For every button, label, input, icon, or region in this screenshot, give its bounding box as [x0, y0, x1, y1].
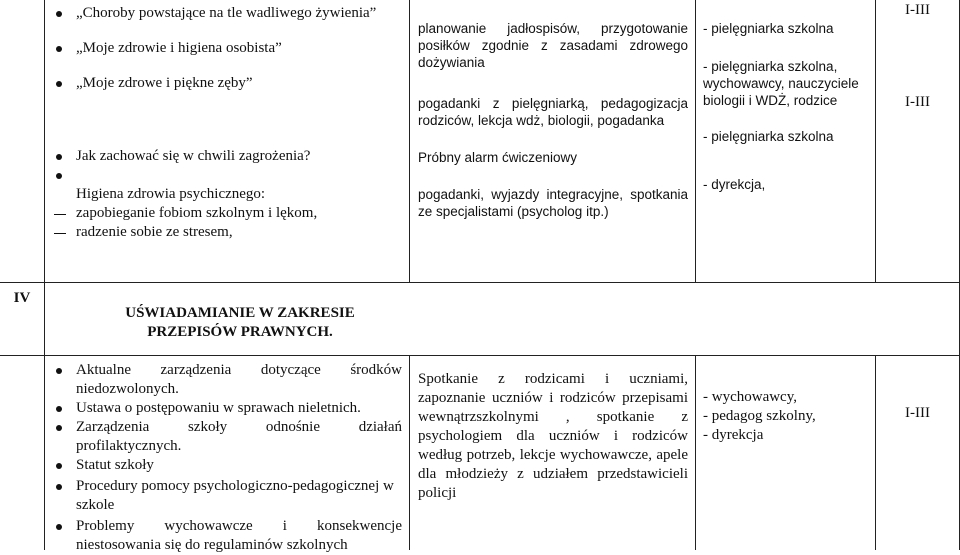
- section-heading: UŚWIADAMIANIE W ZAKRESIE PRZEPISÓW PRAWNYCH.: [125, 305, 355, 340]
- bullet-icon: [56, 154, 62, 160]
- dash-item: radzenie sobie ze stresem,: [52, 223, 402, 242]
- responsible-entry: - dyrekcja: [703, 427, 764, 443]
- row1-classes-cell: [876, 1, 959, 112]
- bullet-icon: [56, 81, 62, 87]
- dash-item: zapobieganie fobiom szkolnym i lękom,: [52, 204, 402, 223]
- row1-topics-cell: [52, 4, 402, 242]
- section-number: IV: [13, 290, 31, 306]
- responsible-entry: - pedagog szkolny,: [703, 408, 816, 424]
- grid-line: [875, 355, 876, 550]
- row3-responsible-cell: [703, 388, 869, 445]
- bullet-icon: [56, 11, 62, 17]
- list-item: Aktualne zarządzenia dotyczące środków niedozwolonych.: [52, 361, 402, 399]
- method-paragraph: Próbny alarm ćwiczeniowy: [418, 150, 578, 165]
- list-item: Statut szkoły: [52, 456, 402, 475]
- list-item: Jak zachować się w chwili zagrożenia?: [52, 147, 402, 166]
- row3-methods-cell: Spotkanie z rodzicami i uczniami, zapoznanie uczniów i rodziców przepisami wewnątrzszkolnymi , spotkanie z psychologiem dla uczniów i rodziców według potrzeb, lekcje wychowawcze, apele dla młodzieży z udziałem przedstawicieli policji: [418, 371, 688, 501]
- dash-icon: [54, 214, 66, 215]
- bullet-icon: [56, 524, 62, 530]
- grid-line: [409, 0, 410, 282]
- grid-line: [695, 355, 696, 550]
- list-item: Procedury pomocy psychologiczno-pedagogicznej w szkole: [52, 477, 402, 515]
- list-item: Ustawa o postępowaniu w sprawach nieletnich.: [52, 399, 402, 418]
- bullet-icon: [56, 484, 62, 490]
- list-item: Zarządzenia szkoły odnośnie działań profilaktycznych.: [52, 418, 402, 456]
- method-paragraph: planowanie jadłospisów, przygotowanie posiłków zgodnie z zasadami zdrowego dożywiania: [418, 21, 688, 70]
- method-paragraph: pogadanki, wyjazdy integracyjne, spotkania ze specjalistami (psycholog itp.): [418, 187, 688, 219]
- bullet-icon: [56, 406, 62, 412]
- responsible-entry: - wychowawcy,: [703, 389, 797, 405]
- grid-line: [409, 355, 410, 550]
- dash-icon: [54, 233, 66, 234]
- row3-topics-cell: [52, 361, 402, 555]
- row3-classes-cell: I-III: [905, 405, 930, 421]
- row3-topics-list: [52, 361, 402, 555]
- responsible-entry: - pielęgniarka szkolna: [703, 21, 834, 36]
- grid-line: [695, 0, 696, 282]
- method-paragraph: pogadanki z pielęgniarką, pedagogizacja rodziców, lekcja wdż, biologii, pogadanka: [418, 96, 688, 128]
- list-item: Higiena zdrowia psychicznego:: [76, 186, 266, 202]
- list-item: Problemy wychowawcze i konsekwencje niestosowania się do regulaminów szkolnych: [52, 517, 402, 555]
- responsible-entry: - pielęgniarka szkolna: [703, 129, 834, 144]
- class-range: I-III: [905, 94, 930, 110]
- class-range: I-III: [905, 2, 930, 18]
- responsible-entry: - pielęgniarka szkolna, wychowawcy, nauczyciele biologii i WDŻ, rodzice: [703, 59, 859, 108]
- bullet-icon: [56, 46, 62, 52]
- row1-methods-cell: [418, 20, 688, 220]
- grid-line: [0, 355, 960, 356]
- bullet-icon: [56, 368, 62, 374]
- row1-topics-list: [52, 4, 402, 204]
- list-item: „Moje zdrowie i higiena osobista”: [52, 39, 402, 58]
- grid-line: [44, 0, 45, 550]
- list-item: „Moje zdrowe i piękne zęby”: [52, 74, 402, 93]
- responsible-entry: - dyrekcja,: [703, 177, 766, 192]
- row1-responsible-cell: [703, 20, 869, 193]
- bullet-icon: [56, 425, 62, 431]
- bullet-icon: [56, 173, 62, 179]
- list-item: [52, 166, 402, 185]
- list-item: „Choroby powstające na tle wadliwego żywienia”: [52, 4, 402, 23]
- bullet-icon: [56, 463, 62, 469]
- grid-line: [0, 282, 960, 283]
